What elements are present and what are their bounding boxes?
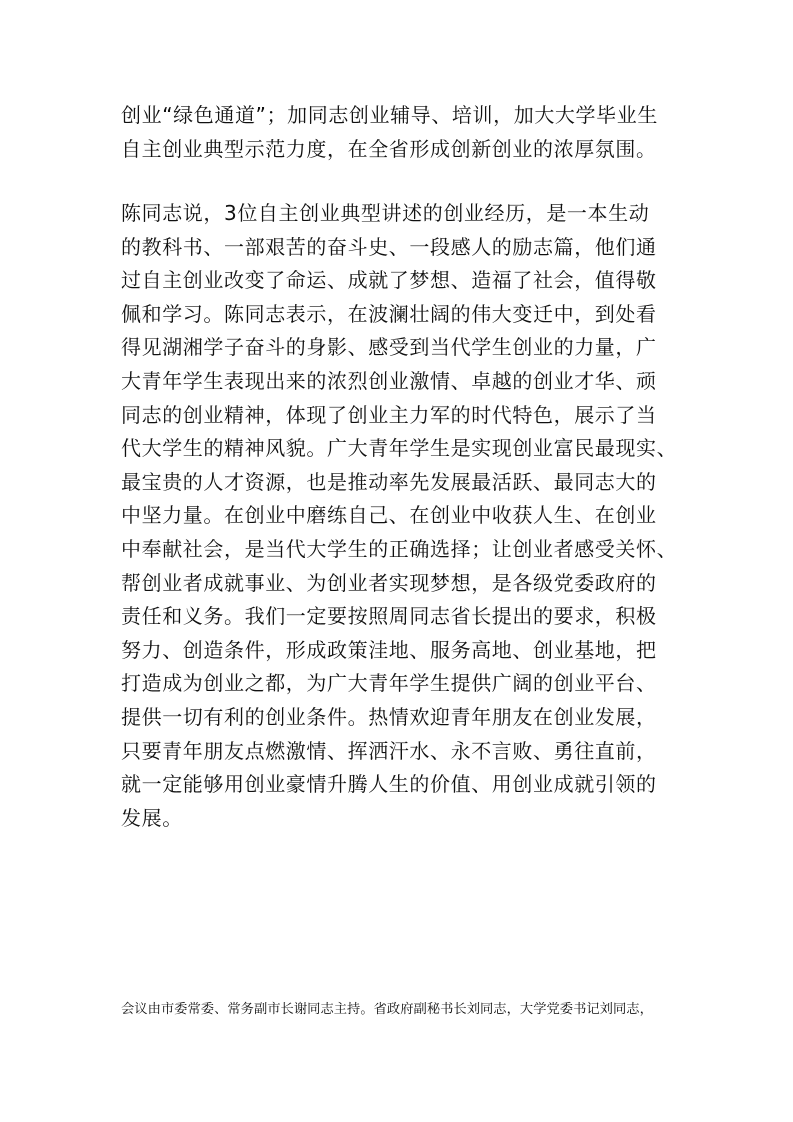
paragraph-line: 提供一切有利的创业条件。热情欢迎青年朋友在创业发展， (121, 704, 657, 729)
paragraph-line: 只要青年朋友点燃激情、挥洒汗水、永不言败、勇往直前， (121, 738, 657, 763)
paragraph-line: 的教科书、一部艰苦的奋斗史、一段感人的励志篇，他们通 (121, 234, 657, 259)
paragraph-line: 得见湖湘学子奋斗的身影、感受到当代学生创业的力量，广 (121, 335, 657, 360)
paragraph-1 (121, 99, 681, 166)
paragraph-line: 同志的创业精神，体现了创业主力军的时代特色，展示了当 (121, 402, 657, 427)
paragraph-line: 中坚力量。在创业中磨练自己、在创业中收获人生、在创业 (121, 503, 657, 528)
paragraph-line: 中奉献社会，是当代大学生的正确选择；让创业者感受关怀、 (121, 536, 678, 561)
paragraph-line: 努力、创造条件，形成政策洼地、服务高地、创业基地，把 (121, 637, 657, 662)
paragraph-line: 帮创业者成就事业、为创业者实现梦想，是各级党委政府的 (121, 570, 657, 595)
paragraph-line: 自主创业典型示范力度，在全省形成创新创业的浓厚氛围。 (121, 136, 657, 161)
paragraph-line: 创业“绿色通道”；加同志创业辅导、培训，加大大学毕业生 (121, 103, 658, 127)
paragraph-line: 佩和学习。陈同志表示，在波澜壮阔的伟大变迁中，到处看 (121, 301, 657, 326)
paragraph-line: 最宝贵的人才资源，也是推动率先发展最活跃、最同志大的 (121, 469, 657, 494)
paragraph-line: 陈同志说，3位自主创业典型讲述的创业经历，是一本生动 (121, 201, 650, 225)
paragraph-line: 发展。 (121, 805, 183, 830)
paragraph-line: 就一定能够用创业豪情升腾人生的价值、用创业成就引领的 (121, 772, 657, 797)
meeting-note: 会议由市委常委、常务副市长谢同志主持。省政府副秘书长刘同志，大学党委书记刘同志， (121, 1002, 653, 1017)
paragraph-line: 大青年学生表现出来的浓烈创业激情、卓越的创业才华、顽 (121, 368, 657, 393)
paragraph-line: 过自主创业改变了命运、成就了梦想、造福了社会，值得敬 (121, 268, 657, 293)
paragraph-line: 责任和义务。我们一定要按照周同志省长提出的要求，积极 (121, 604, 657, 629)
paragraph-2 (121, 197, 681, 835)
paragraph-line: 代大学生的精神风貌。广大青年学生是实现创业富民最现实、 (121, 436, 678, 461)
paragraph-line: 打造成为创业之都，为广大青年学生提供广阔的创业平台、 (121, 671, 657, 696)
